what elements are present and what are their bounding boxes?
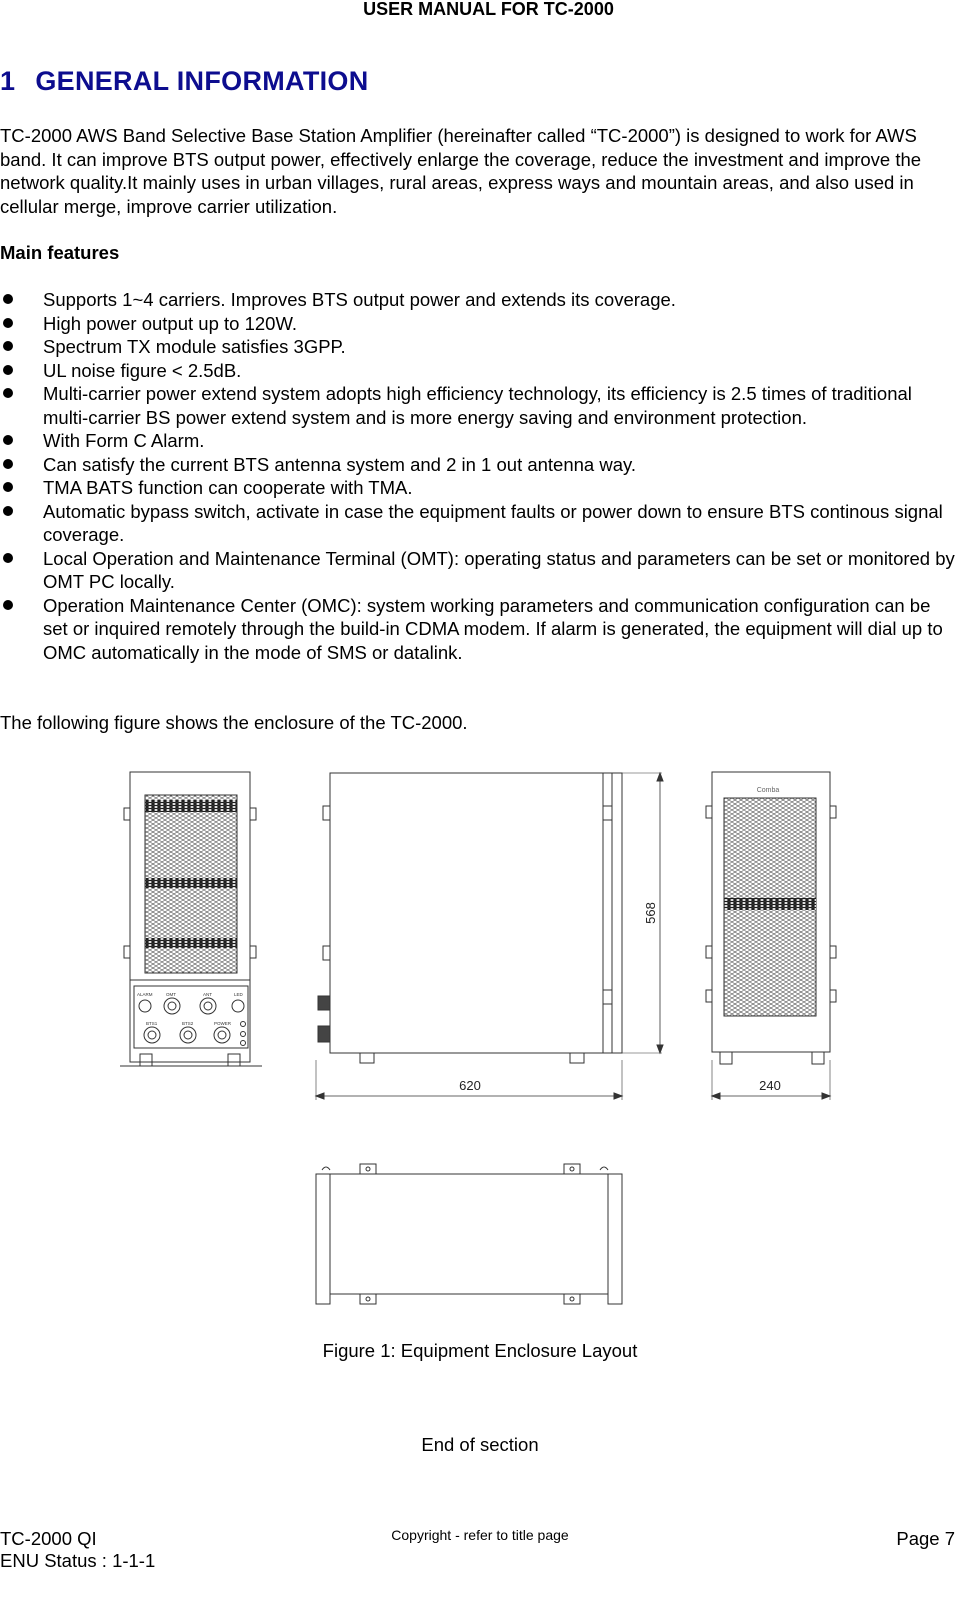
bullet-icon [3,553,13,563]
footer-page-number: Page 7 [896,1528,955,1549]
bullet-icon [3,459,13,469]
feature-item: Operation Maintenance Center (OMC): system working parameters and communication configuration can be set or inquired remotely through the build-in CDMA modem. If alarm is generated, the equipment will dial up to OMC automatically in the mode of SMS or datalink. [0,594,960,665]
port-label-alarm: ALARM [137,992,153,997]
port-label-bts2: BTS2 [182,1021,194,1026]
brand-logo: Comba [756,787,780,794]
feature-item: Automatic bypass switch, activate in case the equipment faults or power down to ensure BTS continous signal coverage. [0,500,960,547]
footer-copyright: Copyright - refer to title page [391,1527,569,1543]
port-label-bts1: BTS1 [146,1021,158,1026]
features-heading: Main features [0,242,120,263]
intro-paragraph: TC-2000 AWS Band Selective Base Station Amplifier (hereinafter called “TC-2000”) is designed to work for AWS band. It can improve BTS output power, effectively enlarge the coverage, reduce the investment and improve the network quality.It mainly uses in urban villages, rural areas, express ways and mountain areas, and also used in cellular merge, improve carrier utilization. [0,125,922,217]
port-label-ant: ANT [203,992,212,997]
back-view [706,772,836,1100]
port-label-power: POWER [214,1021,232,1026]
feature-item: Local Operation and Maintenance Terminal (OMT): operating status and parameters can be set or monitored by OMT PC locally. [0,547,960,594]
top-view [316,1164,622,1304]
bullet-icon [3,341,13,351]
bullet-icon [3,435,13,445]
feature-item: Supports 1~4 carriers. Improves BTS output power and extends its coverage. [0,288,960,312]
bullet-icon [3,600,13,610]
feature-item: Multi-carrier power extend system adopts high efficiency technology, its efficiency is 2.5 times of traditional multi-carrier BS power extend system and is more energy saving and environment protection. [0,382,960,429]
feature-item: Spectrum TX module satisfies 3GPP. [0,335,960,359]
features-list [0,288,960,664]
bullet-icon [3,388,13,398]
feature-item: High power output up to 120W. [0,312,960,336]
feature-item: TMA BATS function can cooperate with TMA. [0,476,960,500]
bullet-icon [3,482,13,492]
feature-item: UL noise figure < 2.5dB. [0,359,960,383]
section-title: GENERAL INFORMATION [35,66,369,96]
port-label-led: LED [234,992,243,997]
dimension-width: 240 [759,1078,781,1093]
bullet-icon [3,506,13,516]
footer-status: ENU Status : 1-1-1 [0,1550,156,1571]
end-of-section: End of section [421,1434,539,1455]
bullet-icon [3,294,13,304]
port-label-omt: OMT [166,992,176,997]
enclosure-drawing [0,750,977,1330]
figure-caption: Figure 1: Equipment Enclosure Layout [322,1340,638,1361]
feature-item: With Form C Alarm. [0,429,960,453]
section-heading [0,66,369,97]
footer-doc-id: TC-2000 QI [0,1528,97,1549]
feature-item: Can satisfy the current BTS antenna system and 2 in 1 out antenna way. [0,453,960,477]
bullet-icon [3,365,13,375]
figure-intro: The following figure shows the enclosure of the TC-2000. [0,712,468,733]
dimension-height: 568 [643,902,658,924]
bullet-icon [3,318,13,328]
page-header: USER MANUAL FOR TC-2000 [363,0,614,19]
side-view [316,773,663,1100]
dimension-depth: 620 [459,1078,481,1093]
section-number: 1 [0,66,16,96]
